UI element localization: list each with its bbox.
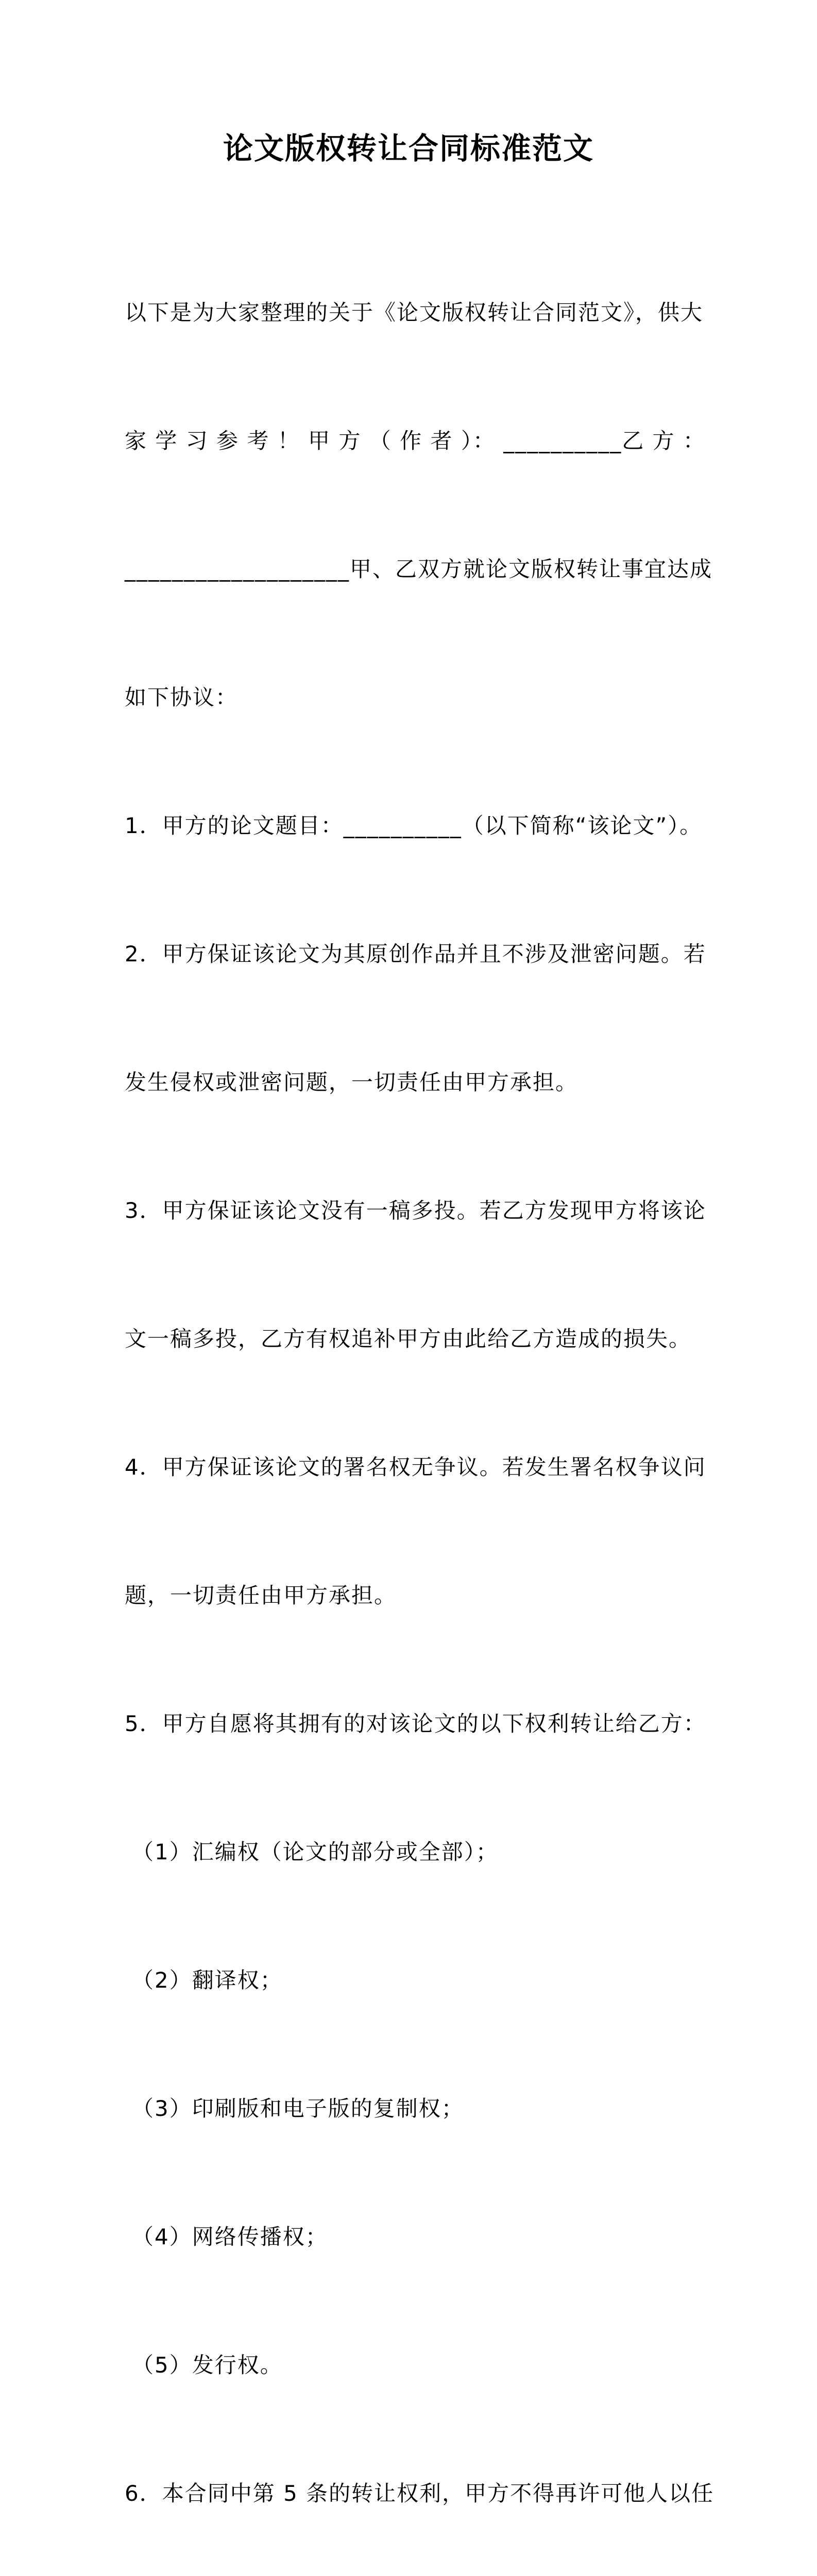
- clause-4: 4．甲方保证该论文的署名权无争议。若发生署名权争议问: [125, 1454, 706, 1480]
- rights-item: （1）汇编权（论文的部分或全部）；: [132, 1839, 499, 1865]
- rights-item: （5）发行权。: [132, 2352, 283, 2378]
- body-line: 家 学 习 参 考 ！ 甲 方 （ 作 者 ）： __________乙 方 ：: [125, 428, 706, 453]
- clause-2: 2．甲方保证该论文为其原创作品并且不涉及泄密问题。若: [125, 941, 706, 967]
- clause-5: 5．甲方自愿将其拥有的对该论文的以下权利转让给乙方：: [125, 1711, 706, 1736]
- body-line: 如下协议：: [125, 685, 239, 710]
- rights-item: （2）翻译权；: [132, 1968, 283, 1993]
- clause-4-cont: 题，一切责任由甲方承担。: [125, 1583, 397, 1608]
- body-line: ___________________甲、乙双方就论文版权转让事宜达成: [125, 556, 713, 582]
- document-title: 论文版权转让合同标准范文: [223, 131, 594, 166]
- rights-item: （4）网络传播权；: [132, 2224, 328, 2249]
- clause-6: 6．本合同中第 5 条的转让权利，甲方不得再许可他人以任: [125, 2481, 714, 2506]
- clause-1: 1．甲方的论文题目：__________（以下简称“该论文”）。: [125, 813, 703, 838]
- clause-3: 3．甲方保证该论文没有一稿多投。若乙方发现甲方将该论: [125, 1198, 706, 1223]
- document-body: [125, 206, 714, 2576]
- body-line: 以下是为大家整理的关于《论文版权转让合同范文》，供大: [125, 300, 704, 325]
- clause-2-cont: 发生侵权或泄密问题，一切责任由甲方承担。: [125, 1070, 578, 1095]
- rights-item: （3）印刷版和电子版的复制权；: [132, 2096, 464, 2121]
- clause-3-cont: 文一稿多投，乙方有权追补甲方由此给乙方造成的损失。: [125, 1326, 692, 1351]
